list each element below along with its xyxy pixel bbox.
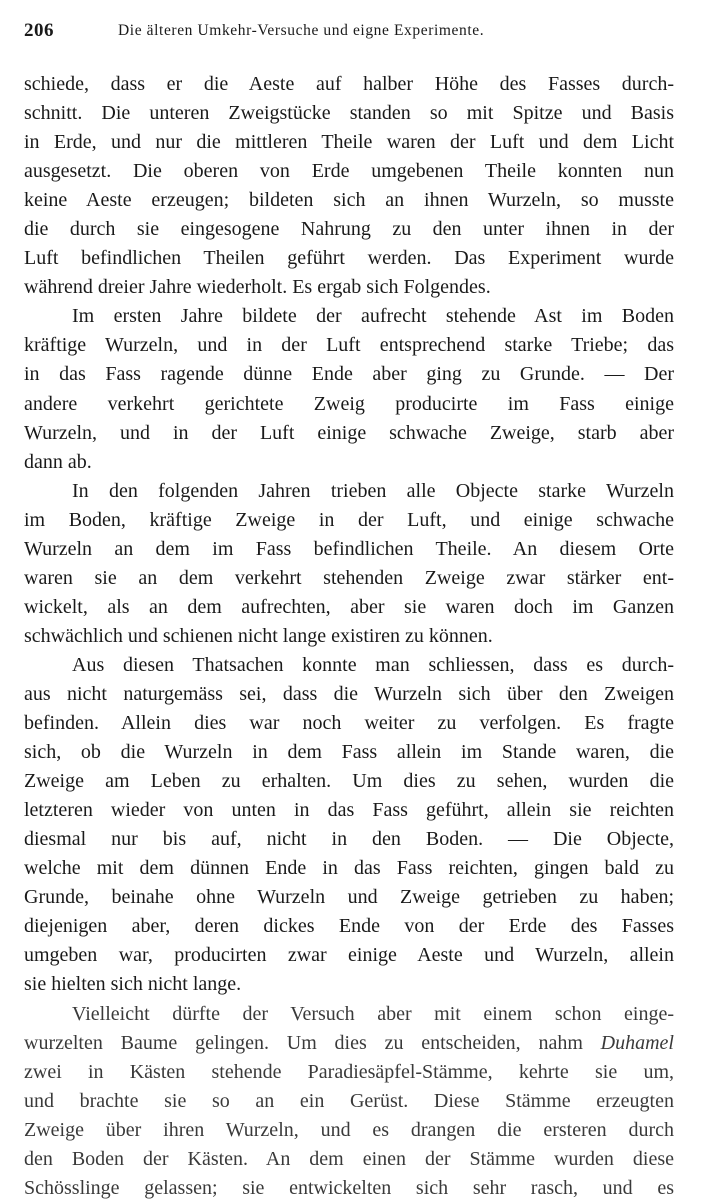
text-line: welche mit dem dünnen Ende in das Fass reichten, gingen bald zu bbox=[24, 857, 674, 880]
paragraph-4 bbox=[24, 651, 674, 1000]
text-line: während dreier Jahre wiederholt. Es ergab sich Folgendes. bbox=[24, 276, 491, 299]
text-line: kräftige Wurzeln, und in der Luft entsprechend starke Triebe; das bbox=[24, 334, 674, 357]
text-line: dann ab. bbox=[24, 450, 92, 473]
paragraph-1 bbox=[24, 70, 674, 302]
text-line: im Boden, kräftige Zweige in der Luft, und einige schwache bbox=[24, 508, 674, 531]
text-line: schiede, dass er die Aeste auf halber Höhe des Fasses durch- bbox=[24, 73, 674, 95]
text-line: in Erde, und nur die mittleren Theile waren der Luft und dem Licht bbox=[24, 131, 674, 154]
text-line: zwei in Kästen stehende Paradiesäpfel-Stämme, kehrte sie um, bbox=[24, 1060, 674, 1083]
book-page bbox=[24, 14, 674, 1203]
text-line: sich, ob die Wurzeln in dem Fass allein im Stande waren, die bbox=[24, 741, 674, 764]
text-line: keine Aeste erzeugen; bildeten sich an ihnen Wurzeln, so musste bbox=[24, 189, 674, 212]
text-line: den Boden der Kästen. An dem einen der Stämme wurden diese bbox=[24, 1147, 674, 1170]
text-line: diejenigen aber, deren dickes Ende von der Erde des Fasses bbox=[24, 915, 674, 938]
text-line: wickelt, als an dem aufrechten, aber sie waren doch im Ganzen bbox=[24, 595, 674, 618]
text-line: aus nicht naturgemäss sei, dass die Wurzeln sich über den Zweigen bbox=[24, 682, 674, 705]
text-line: Zweige über ihren Wurzeln, und es drangen die ersteren durch bbox=[24, 1118, 674, 1141]
text-line: Aus diesen Thatsachen konnte man schliessen, dass es durch- bbox=[72, 653, 674, 676]
text-line: ausgesetzt. Die oberen von Erde umgebenen Theile konnten nun bbox=[24, 160, 674, 183]
text-line: in das Fass ragende dünne Ende aber ging zu Grunde. — Der bbox=[24, 363, 674, 386]
paragraph-2 bbox=[24, 302, 674, 476]
paragraph-3 bbox=[24, 477, 674, 651]
text-line: Vielleicht dürfte der Versuch aber mit einem schon einge- bbox=[72, 1002, 674, 1025]
text-line: Luft befindlichen Theilen geführt werden. Das Experiment wurde bbox=[24, 247, 674, 270]
text-line: schnitt. Die unteren Zweigstücke standen so mit Spitze und Basis bbox=[24, 102, 674, 125]
text-line: andere verkehrt gerichtete Zweig producirte im Fass einige bbox=[24, 392, 674, 415]
text-line: die durch sie eingesogene Nahrung zu den unter ihnen in der bbox=[24, 218, 674, 241]
body-text bbox=[24, 70, 674, 1203]
text-line: waren sie an dem verkehrt stehenden Zweige zwar stärker ent- bbox=[24, 566, 674, 589]
text-line: und brachte sie so an ein Gerüst. Diese Stämme erzeugten bbox=[24, 1089, 674, 1112]
text-line: letzteren wieder von unten in das Fass geführt, allein sie reichten bbox=[24, 799, 674, 822]
text-segment: wurzelten Baume gelingen. Um dies zu entscheiden, nahm bbox=[24, 1031, 601, 1054]
running-head: Die älteren Umkehr-Versuche und eigne Experimente. bbox=[118, 22, 485, 39]
page-header bbox=[24, 14, 674, 50]
text-line bbox=[24, 1029, 674, 1058]
text-line: diesmal nur bis auf, nicht in den Boden. — Die Objecte, bbox=[24, 828, 674, 851]
text-line: Grunde, beinahe ohne Wurzeln und Zweige getrieben zu haben; bbox=[24, 886, 674, 909]
text-line: befinden. Allein dies war noch weiter zu verfolgen. Es fragte bbox=[24, 712, 674, 735]
text-line: Im ersten Jahre bildete der aufrecht stehende Ast im Boden bbox=[72, 305, 674, 328]
text-line: sie hielten sich nicht lange. bbox=[24, 973, 242, 996]
text-line: In den folgenden Jahren trieben alle Objecte starke Wurzeln bbox=[72, 479, 674, 502]
text-line: schwächlich und schienen nicht lange existiren zu können. bbox=[24, 624, 493, 647]
text-line: Wurzeln an dem im Fass befindlichen Theile. An diesem Orte bbox=[24, 537, 674, 560]
text-line: umgeben war, producirten zwar einige Aeste und Wurzeln, allein bbox=[24, 944, 674, 967]
author-name-duhamel: Duhamel bbox=[600, 1031, 674, 1054]
page-number: 206 bbox=[24, 20, 54, 41]
text-line: Schösslinge gelassen; sie entwickelten sich sehr rasch, und es bbox=[24, 1176, 674, 1199]
paragraph-5 bbox=[24, 1000, 674, 1203]
text-line: Zweige am Leben zu erhalten. Um dies zu sehen, wurden die bbox=[24, 770, 674, 793]
text-line: Wurzeln, und in der Luft einige schwache Zweige, starb aber bbox=[24, 421, 674, 444]
